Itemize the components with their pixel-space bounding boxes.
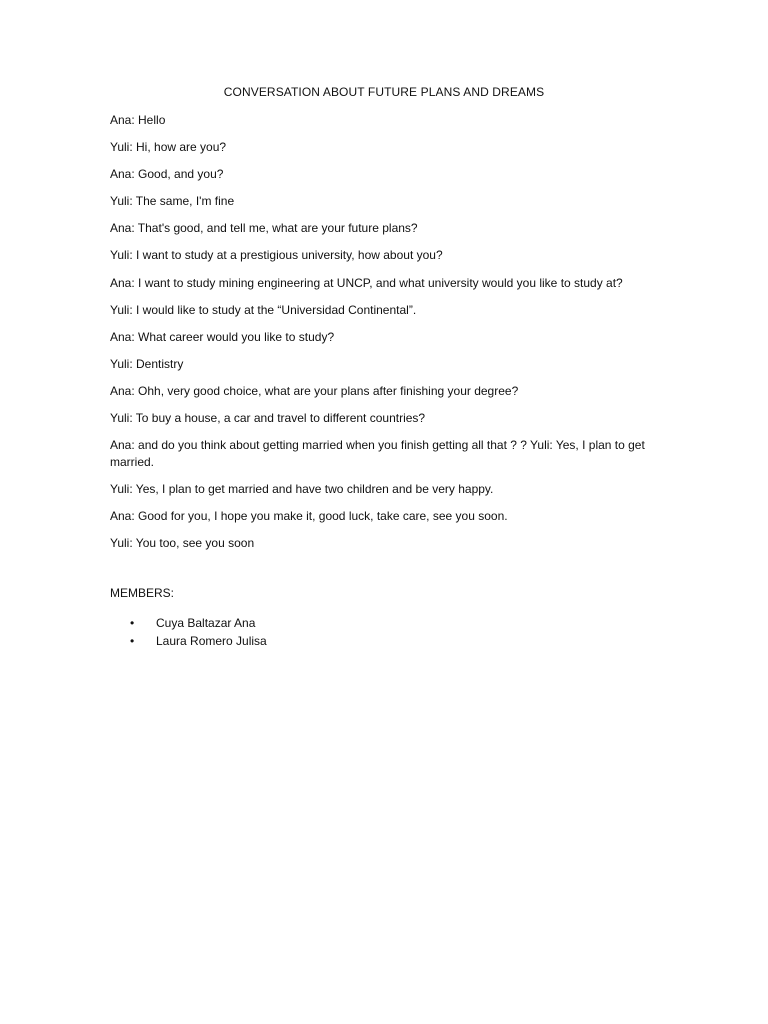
member-name: Laura Romero Julisa: [156, 633, 267, 648]
dialogue-list: [110, 112, 670, 562]
dialogue-line: Yuli: I want to study at a prestigious university, how about you?: [110, 248, 443, 263]
dialogue-line: Yuli: Dentistry: [110, 356, 184, 371]
dialogue-line: Ana: and do you think about getting married when you finish getting all that ? ? Yuli: Yes, I plan to get married.: [110, 438, 645, 469]
members-heading: MEMBERS:: [110, 586, 175, 600]
dialogue-line: Ana: I want to study mining engineering at UNCP, and what university would you like to study at?: [110, 275, 623, 290]
dialogue-line: Yuli: The same, I'm fine: [110, 194, 235, 209]
dialogue-line: Ana: Ohh, very good choice, what are your plans after finishing your degree?: [110, 383, 519, 398]
dialogue-line: Ana: That's good, and tell me, what are your future plans?: [110, 221, 418, 236]
bullet-icon: •: [130, 633, 135, 648]
dialogue-line: Yuli: I would like to study at the “Universidad Continental”.: [110, 302, 417, 317]
document-title: CONVERSATION ABOUT FUTURE PLANS AND DREAMS: [223, 85, 545, 99]
dialogue-line: Ana: Good for you, I hope you make it, good luck, take care, see you soon.: [110, 509, 508, 524]
members-list: [130, 615, 267, 650]
dialogue-line: Yuli: You too, see you soon: [110, 536, 255, 551]
member-item: [130, 633, 267, 651]
member-name: Cuya Baltazar Ana: [156, 616, 256, 630]
dialogue-line: Ana: Good, and you?: [110, 167, 224, 182]
dialogue-line: Yuli: Yes, I plan to get married and have two children and be very happy.: [110, 482, 494, 497]
member-item: [130, 615, 267, 633]
dialogue-line: Ana: What career would you like to study?: [110, 329, 335, 344]
dialogue-line: Ana: Hello: [110, 113, 166, 127]
bullet-icon: •: [130, 616, 135, 630]
dialogue-line: Yuli: Hi, how are you?: [110, 140, 227, 155]
dialogue-line: Yuli: To buy a house, a car and travel to different countries?: [110, 411, 426, 426]
